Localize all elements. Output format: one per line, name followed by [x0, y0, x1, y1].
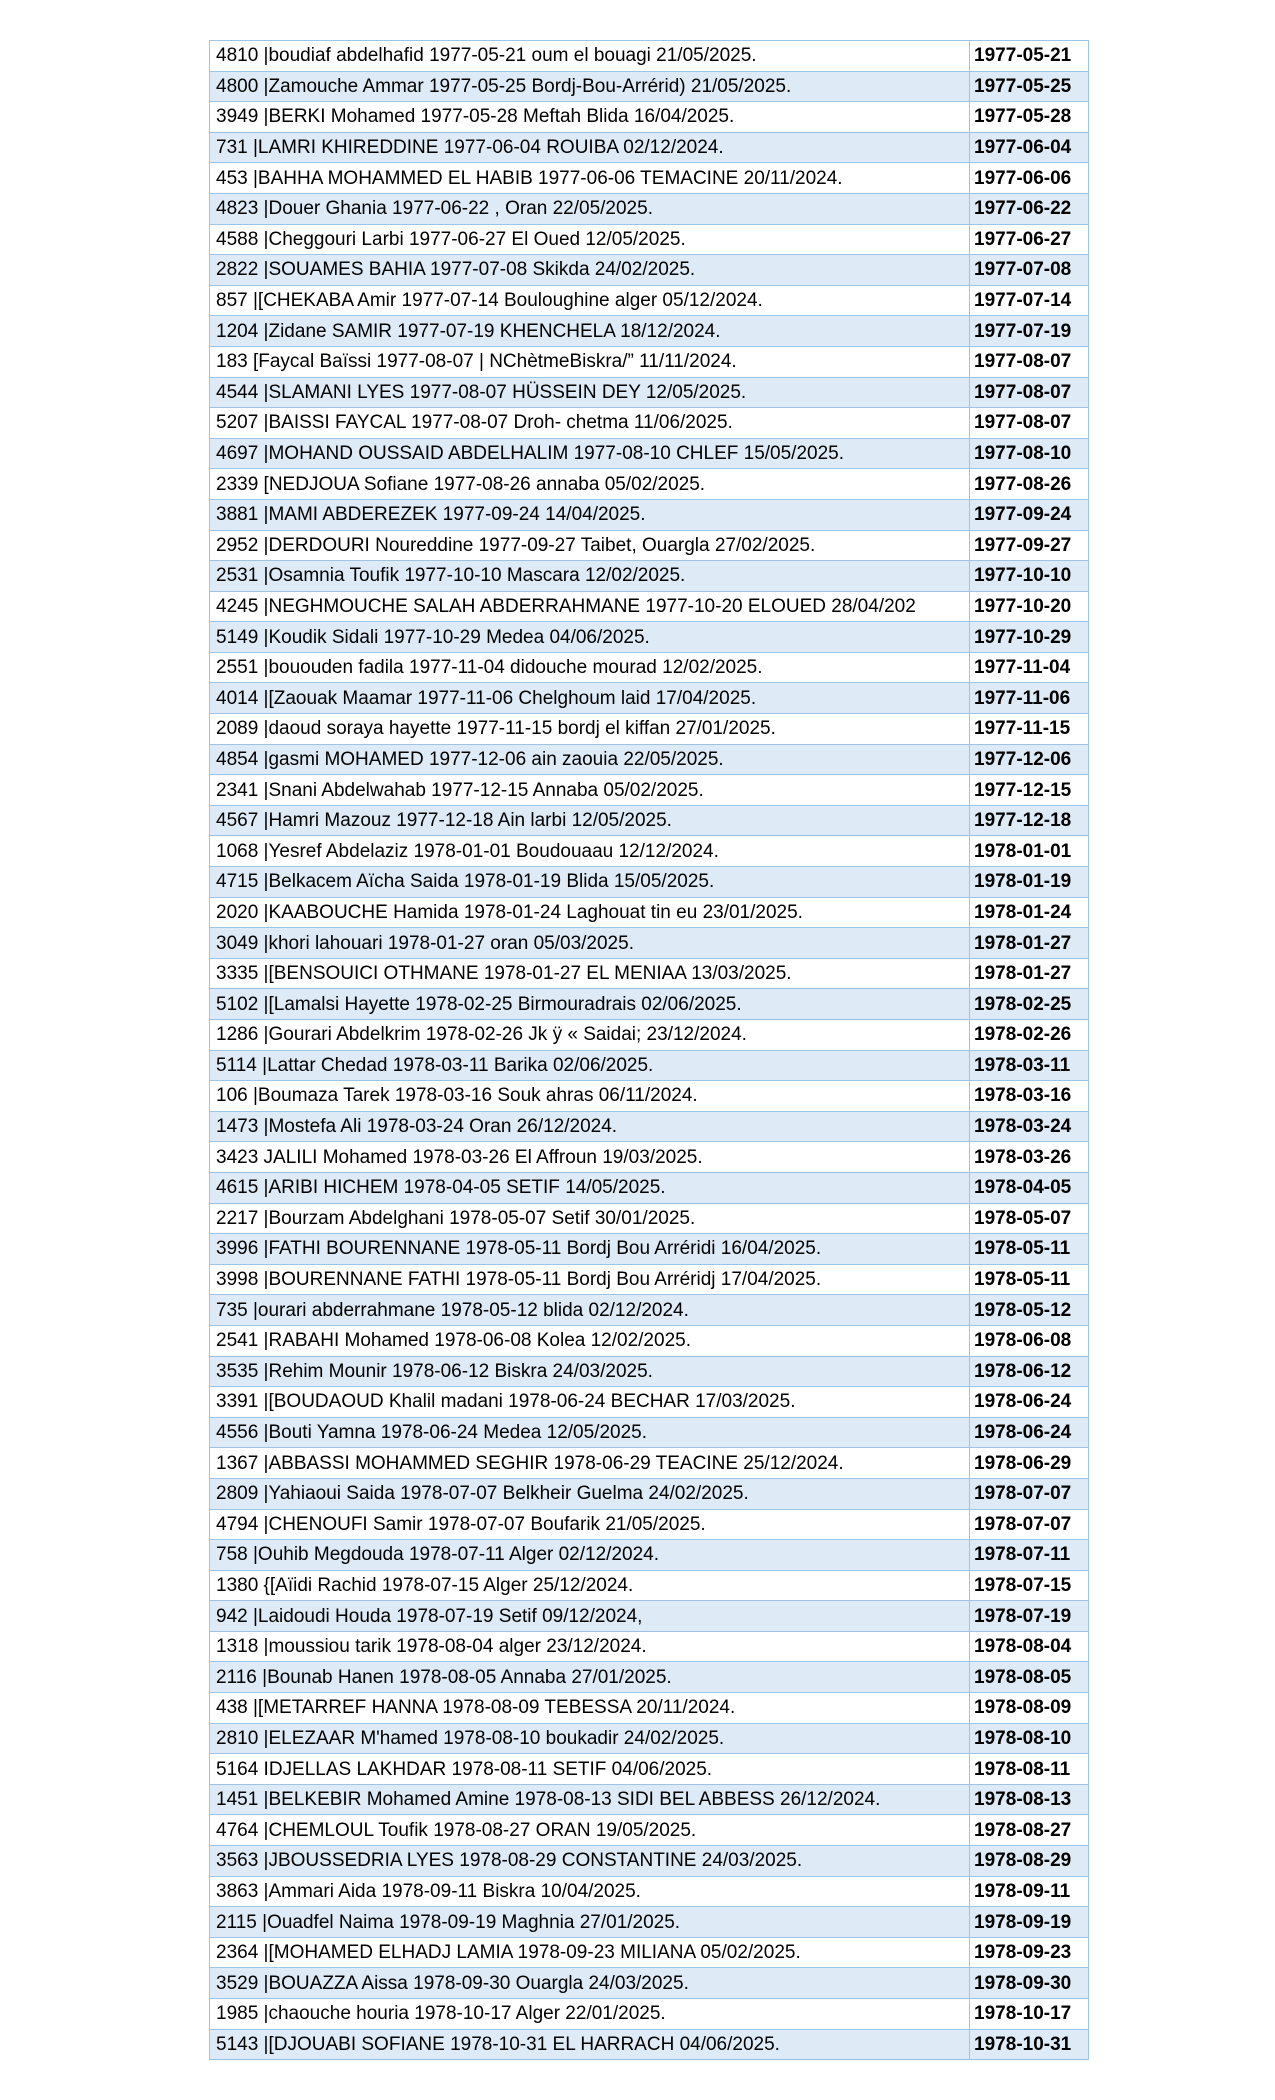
- table-row: [210, 1234, 1089, 1265]
- birth-date-cell: 1978-03-24: [970, 1111, 1089, 1142]
- birth-date-cell: 1977-12-06: [970, 744, 1089, 775]
- table-row: [210, 1509, 1089, 1540]
- birth-date-cell: 1978-10-17: [970, 1999, 1089, 2030]
- birth-date-cell: 1978-08-10: [970, 1723, 1089, 1754]
- record-description-cell: 4567 |Hamri Mazouz 1977-12-18 Ain larbi 12/05/2025.: [210, 805, 970, 836]
- table-row: [210, 714, 1089, 745]
- birth-date-cell: 1978-02-25: [970, 989, 1089, 1020]
- table-row: [210, 1020, 1089, 1051]
- birth-date-cell: 1977-12-18: [970, 805, 1089, 836]
- table-row: [210, 652, 1089, 683]
- birth-date-cell: 1978-08-04: [970, 1631, 1089, 1662]
- birth-date-cell: 1978-06-08: [970, 1325, 1089, 1356]
- birth-date-cell: 1977-07-19: [970, 316, 1089, 347]
- birth-date-cell: 1978-09-23: [970, 1937, 1089, 1968]
- record-description-cell: 1985 |chaouche houria 1978-10-17 Alger 22/01/2025.: [210, 1999, 970, 2030]
- table-row: [210, 1325, 1089, 1356]
- birth-date-cell: 1978-08-05: [970, 1662, 1089, 1693]
- table-row: [210, 1570, 1089, 1601]
- record-description-cell: 4544 |SLAMANI LYES 1977-08-07 HÜSSEIN DEY 12/05/2025.: [210, 377, 970, 408]
- record-description-cell: 106 |Boumaza Tarek 1978-03-16 Souk ahras 06/11/2024.: [210, 1081, 970, 1112]
- record-description-cell: 3049 |khori lahouari 1978-01-27 oran 05/03/2025.: [210, 928, 970, 959]
- record-description-cell: 2217 |Bourzam Abdelghani 1978-05-07 Setif 30/01/2025.: [210, 1203, 970, 1234]
- record-description-cell: 4800 |Zamouche Ammar 1977-05-25 Bordj-Bou-Arrérid) 21/05/2025.: [210, 71, 970, 102]
- birth-date-cell: 1978-03-26: [970, 1142, 1089, 1173]
- record-description-cell: 731 |LAMRI KHIREDDINE 1977-06-04 ROUIBA 02/12/2024.: [210, 132, 970, 163]
- record-description-cell: 5102 |[Lamalsi Hayette 1978-02-25 Birmouradrais 02/06/2025.: [210, 989, 970, 1020]
- record-description-cell: 4014 |[Zaouak Maamar 1977-11-06 Chelghoum laid 17/04/2025.: [210, 683, 970, 714]
- table-row: [210, 346, 1089, 377]
- record-description-cell: 5143 |[DJOUABI SOFIANE 1978-10-31 EL HARRACH 04/06/2025.: [210, 2029, 970, 2060]
- birth-date-cell: 1977-12-15: [970, 775, 1089, 806]
- birth-date-cell: 1978-04-05: [970, 1172, 1089, 1203]
- birth-date-cell: 1978-02-26: [970, 1020, 1089, 1051]
- birth-date-cell: 1977-06-06: [970, 163, 1089, 194]
- record-description-cell: 2809 |Yahiaoui Saida 1978-07-07 Belkheir Guelma 24/02/2025.: [210, 1478, 970, 1509]
- birth-date-cell: 1977-08-26: [970, 469, 1089, 500]
- birth-date-cell: 1978-08-11: [970, 1754, 1089, 1785]
- birth-date-cell: 1977-09-24: [970, 499, 1089, 530]
- table-row: [210, 928, 1089, 959]
- record-description-cell: 942 |Laidoudi Houda 1978-07-19 Setif 09/12/2024,: [210, 1601, 970, 1632]
- birth-date-cell: 1977-07-14: [970, 285, 1089, 316]
- table-row: [210, 1142, 1089, 1173]
- table-row: [210, 744, 1089, 775]
- record-description-cell: 1451 |BELKEBIR Mohamed Amine 1978-08-13 SIDI BEL ABBESS 26/12/2024.: [210, 1784, 970, 1815]
- record-description-cell: 3535 |Rehim Mounir 1978-06-12 Biskra 24/03/2025.: [210, 1356, 970, 1387]
- birth-date-cell: 1978-01-27: [970, 958, 1089, 989]
- birth-date-cell: 1977-10-10: [970, 561, 1089, 592]
- birth-date-cell: 1978-05-11: [970, 1234, 1089, 1265]
- record-description-cell: 4556 |Bouti Yamna 1978-06-24 Medea 12/05/2025.: [210, 1417, 970, 1448]
- record-description-cell: 1068 |Yesref Abdelaziz 1978-01-01 Boudouaau 12/12/2024.: [210, 836, 970, 867]
- record-description-cell: 4794 |CHENOUFI Samir 1978-07-07 Boufarik 21/05/2025.: [210, 1509, 970, 1540]
- record-description-cell: 1286 |Gourari Abdelkrim 1978-02-26 Jk ÿ « Saidai; 23/12/2024.: [210, 1020, 970, 1051]
- table-row: [210, 499, 1089, 530]
- record-description-cell: 4764 |CHEMLOUL Toufik 1978-08-27 ORAN 19/05/2025.: [210, 1815, 970, 1846]
- table-row: [210, 1203, 1089, 1234]
- birth-date-cell: 1977-07-08: [970, 255, 1089, 286]
- table-row: [210, 316, 1089, 347]
- birth-date-cell: 1978-06-24: [970, 1417, 1089, 1448]
- birth-date-cell: 1978-07-15: [970, 1570, 1089, 1601]
- birth-date-cell: 1977-10-20: [970, 591, 1089, 622]
- birth-date-cell: 1977-08-10: [970, 438, 1089, 469]
- record-description-cell: 4588 |Cheggouri Larbi 1977-06-27 El Oued 12/05/2025.: [210, 224, 970, 255]
- birth-date-cell: 1978-06-24: [970, 1387, 1089, 1418]
- table-row: [210, 132, 1089, 163]
- table-row: [210, 1111, 1089, 1142]
- record-description-cell: 4810 |boudiaf abdelhafid 1977-05-21 oum el bouagi 21/05/2025.: [210, 41, 970, 72]
- birth-date-cell: 1978-08-09: [970, 1693, 1089, 1724]
- record-description-cell: 2541 |RABAHI Mohamed 1978-06-08 Kolea 12/02/2025.: [210, 1325, 970, 1356]
- birth-date-cell: 1977-05-25: [970, 71, 1089, 102]
- record-description-cell: 2115 |Ouadfel Naima 1978-09-19 Maghnia 27/01/2025.: [210, 1907, 970, 1938]
- birth-date-cell: 1978-01-19: [970, 867, 1089, 898]
- record-description-cell: 5114 |Lattar Chedad 1978-03-11 Barika 02/06/2025.: [210, 1050, 970, 1081]
- birth-date-cell: 1977-06-27: [970, 224, 1089, 255]
- record-description-cell: 2020 |KAABOUCHE Hamida 1978-01-24 Laghouat tin eu 23/01/2025.: [210, 897, 970, 928]
- record-description-cell: 2551 |bououden fadila 1977-11-04 didouche mourad 12/02/2025.: [210, 652, 970, 683]
- record-description-cell: 4854 |gasmi MOHAMED 1977-12-06 ain zaouia 22/05/2025.: [210, 744, 970, 775]
- record-description-cell: 453 |BAHHA MOHAMMED EL HABIB 1977-06-06 TEMACINE 20/11/2024.: [210, 163, 970, 194]
- table-row: [210, 1050, 1089, 1081]
- birth-date-cell: 1978-05-11: [970, 1264, 1089, 1295]
- table-row: [210, 1478, 1089, 1509]
- table-row: [210, 1846, 1089, 1877]
- table-row: [210, 1448, 1089, 1479]
- birth-date-cell: 1978-10-31: [970, 2029, 1089, 2060]
- record-description-cell: 3996 |FATHI BOURENNANE 1978-05-11 Bordj Bou Arréridi 16/04/2025.: [210, 1234, 970, 1265]
- record-description-cell: 4245 |NEGHMOUCHE SALAH ABDERRAHMANE 1977-10-20 ELOUED 28/04/202: [210, 591, 970, 622]
- table-row: [210, 255, 1089, 286]
- table-row: [210, 163, 1089, 194]
- record-description-cell: 3529 |BOUAZZA Aissa 1978-09-30 Ouargla 24/03/2025.: [210, 1968, 970, 1999]
- record-description-cell: 857 |[CHEKABA Amir 1977-07-14 Bouloughine alger 05/12/2024.: [210, 285, 970, 316]
- birth-date-cell: 1977-11-06: [970, 683, 1089, 714]
- birth-date-cell: 1978-07-11: [970, 1540, 1089, 1571]
- table-row: [210, 438, 1089, 469]
- table-row: [210, 377, 1089, 408]
- record-description-cell: 3335 |[BENSOUICI OTHMANE 1978-01-27 EL MENIAA 13/03/2025.: [210, 958, 970, 989]
- birth-date-cell: 1978-07-07: [970, 1509, 1089, 1540]
- record-description-cell: 1204 |Zidane SAMIR 1977-07-19 KHENCHELA 18/12/2024.: [210, 316, 970, 347]
- record-description-cell: 2531 |Osamnia Toufik 1977-10-10 Mascara 12/02/2025.: [210, 561, 970, 592]
- table-row: [210, 102, 1089, 133]
- table-row: [210, 1876, 1089, 1907]
- record-description-cell: 4697 |MOHAND OUSSAID ABDELHALIM 1977-08-10 CHLEF 15/05/2025.: [210, 438, 970, 469]
- table-row: [210, 1356, 1089, 1387]
- records-table-body: [210, 41, 1089, 2060]
- table-row: [210, 1172, 1089, 1203]
- table-row: [210, 1540, 1089, 1571]
- table-row: [210, 591, 1089, 622]
- table-row: [210, 193, 1089, 224]
- birth-date-cell: 1978-01-01: [970, 836, 1089, 867]
- birth-date-cell: 1978-05-07: [970, 1203, 1089, 1234]
- record-description-cell: 1380 {[Aïidi Rachid 1978-07-15 Alger 25/12/2024.: [210, 1570, 970, 1601]
- table-row: [210, 1937, 1089, 1968]
- table-row: [210, 224, 1089, 255]
- table-row: [210, 989, 1089, 1020]
- birth-date-cell: 1978-09-11: [970, 1876, 1089, 1907]
- birth-date-cell: 1977-08-07: [970, 377, 1089, 408]
- record-description-cell: 2341 |Snani Abdelwahab 1977-12-15 Annaba 05/02/2025.: [210, 775, 970, 806]
- record-description-cell: 2952 |DERDOURI Noureddine 1977-09-27 Taibet, Ouargla 27/02/2025.: [210, 530, 970, 561]
- table-row: [210, 1693, 1089, 1724]
- table-row: [210, 622, 1089, 653]
- record-description-cell: 3863 |Ammari Aida 1978-09-11 Biskra 10/04/2025.: [210, 1876, 970, 1907]
- table-row: [210, 958, 1089, 989]
- record-description-cell: 438 |[METARREF HANNA 1978-08-09 TEBESSA 20/11/2024.: [210, 1693, 970, 1724]
- record-description-cell: 2364 |[MOHAMED ELHADJ LAMIA 1978-09-23 MILIANA 05/02/2025.: [210, 1937, 970, 1968]
- record-description-cell: 735 |ourari abderrahmane 1978-05-12 blida 02/12/2024.: [210, 1295, 970, 1326]
- table-row: [210, 1784, 1089, 1815]
- table-row: [210, 469, 1089, 500]
- birth-date-cell: 1978-01-27: [970, 928, 1089, 959]
- birth-date-cell: 1977-05-28: [970, 102, 1089, 133]
- table-row: [210, 1968, 1089, 1999]
- record-description-cell: 2116 |Bounab Hanen 1978-08-05 Annaba 27/01/2025.: [210, 1662, 970, 1693]
- table-row: [210, 1081, 1089, 1112]
- record-description-cell: 5149 |Koudik Sidali 1977-10-29 Medea 04/06/2025.: [210, 622, 970, 653]
- birth-date-cell: 1978-07-07: [970, 1478, 1089, 1509]
- record-description-cell: 3998 |BOURENNANE FATHI 1978-05-11 Bordj Bou Arréridj 17/04/2025.: [210, 1264, 970, 1295]
- record-description-cell: 2089 |daoud soraya hayette 1977-11-15 bordj el kiffan 27/01/2025.: [210, 714, 970, 745]
- record-description-cell: 3881 |MAMI ABDEREZEK 1977-09-24 14/04/2025.: [210, 499, 970, 530]
- birth-date-cell: 1977-09-27: [970, 530, 1089, 561]
- table-row: [210, 897, 1089, 928]
- record-description-cell: 2339 [NEDJOUA Sofiane 1977-08-26 annaba 05/02/2025.: [210, 469, 970, 500]
- birth-date-cell: 1978-01-24: [970, 897, 1089, 928]
- table-row: [210, 1295, 1089, 1326]
- table-row: [210, 71, 1089, 102]
- table-row: [210, 805, 1089, 836]
- table-row: [210, 775, 1089, 806]
- record-description-cell: 3949 |BERKI Mohamed 1977-05-28 Meftah Blida 16/04/2025.: [210, 102, 970, 133]
- record-description-cell: 4823 |Douer Ghania 1977-06-22 , Oran 22/05/2025.: [210, 193, 970, 224]
- record-description-cell: 758 |Ouhib Megdouda 1978-07-11 Alger 02/12/2024.: [210, 1540, 970, 1571]
- record-description-cell: 4615 |ARIBI HICHEM 1978-04-05 SETIF 14/05/2025.: [210, 1172, 970, 1203]
- birth-date-cell: 1977-06-22: [970, 193, 1089, 224]
- record-description-cell: 4715 |Belkacem Aïcha Saida 1978-01-19 Blida 15/05/2025.: [210, 867, 970, 898]
- table-row: [210, 1815, 1089, 1846]
- birth-date-cell: 1977-06-04: [970, 132, 1089, 163]
- table-row: [210, 683, 1089, 714]
- table-row: [210, 867, 1089, 898]
- table-row: [210, 836, 1089, 867]
- record-description-cell: 5207 |BAISSI FAYCAL 1977-08-07 Droh- chetma 11/06/2025.: [210, 408, 970, 439]
- table-row: [210, 1907, 1089, 1938]
- table-row: [210, 1264, 1089, 1295]
- birth-date-cell: 1978-07-19: [970, 1601, 1089, 1632]
- records-table: [209, 40, 1089, 2060]
- birth-date-cell: 1978-08-29: [970, 1846, 1089, 1877]
- record-description-cell: 1367 |ABBASSI MOHAMMED SEGHIR 1978-06-29 TEACINE 25/12/2024.: [210, 1448, 970, 1479]
- table-row: [210, 1417, 1089, 1448]
- birth-date-cell: 1978-08-13: [970, 1784, 1089, 1815]
- record-description-cell: 3391 |[BOUDAOUD Khalil madani 1978-06-24 BECHAR 17/03/2025.: [210, 1387, 970, 1418]
- table-row: [210, 1662, 1089, 1693]
- record-description-cell: 5164 IDJELLAS LAKHDAR 1978-08-11 SETIF 04/06/2025.: [210, 1754, 970, 1785]
- table-row: [210, 1999, 1089, 2030]
- birth-date-cell: 1978-06-12: [970, 1356, 1089, 1387]
- record-description-cell: 3563 |JBOUSSEDRIA LYES 1978-08-29 CONSTANTINE 24/03/2025.: [210, 1846, 970, 1877]
- table-row: [210, 408, 1089, 439]
- table-row: [210, 561, 1089, 592]
- birth-date-cell: 1978-03-11: [970, 1050, 1089, 1081]
- birth-date-cell: 1977-08-07: [970, 346, 1089, 377]
- birth-date-cell: 1977-11-15: [970, 714, 1089, 745]
- record-description-cell: 1473 |Mostefa Ali 1978-03-24 Oran 26/12/2024.: [210, 1111, 970, 1142]
- table-row: [210, 1601, 1089, 1632]
- table-row: [210, 1754, 1089, 1785]
- birth-date-cell: 1977-05-21: [970, 41, 1089, 72]
- birth-date-cell: 1978-09-30: [970, 1968, 1089, 1999]
- birth-date-cell: 1977-08-07: [970, 408, 1089, 439]
- birth-date-cell: 1977-11-04: [970, 652, 1089, 683]
- birth-date-cell: 1978-06-29: [970, 1448, 1089, 1479]
- table-row: [210, 1723, 1089, 1754]
- table-row: [210, 285, 1089, 316]
- table-row: [210, 1631, 1089, 1662]
- birth-date-cell: 1978-08-27: [970, 1815, 1089, 1846]
- birth-date-cell: 1977-10-29: [970, 622, 1089, 653]
- table-row: [210, 530, 1089, 561]
- birth-date-cell: 1978-09-19: [970, 1907, 1089, 1938]
- record-description-cell: 1318 |moussiou tarik 1978-08-04 alger 23/12/2024.: [210, 1631, 970, 1662]
- record-description-cell: 2822 |SOUAMES BAHIA 1977-07-08 Skikda 24/02/2025.: [210, 255, 970, 286]
- birth-date-cell: 1978-03-16: [970, 1081, 1089, 1112]
- record-description-cell: 183 [Faycal Baïssi 1977-08-07 | NChètmeBiskra/” 11/11/2024.: [210, 346, 970, 377]
- table-row: [210, 2029, 1089, 2060]
- table-row: [210, 41, 1089, 72]
- record-description-cell: 3423 JALILI Mohamed 1978-03-26 El Affroun 19/03/2025.: [210, 1142, 970, 1173]
- birth-date-cell: 1978-05-12: [970, 1295, 1089, 1326]
- record-description-cell: 2810 |ELEZAAR M'hamed 1978-08-10 boukadir 24/02/2025.: [210, 1723, 970, 1754]
- table-row: [210, 1387, 1089, 1418]
